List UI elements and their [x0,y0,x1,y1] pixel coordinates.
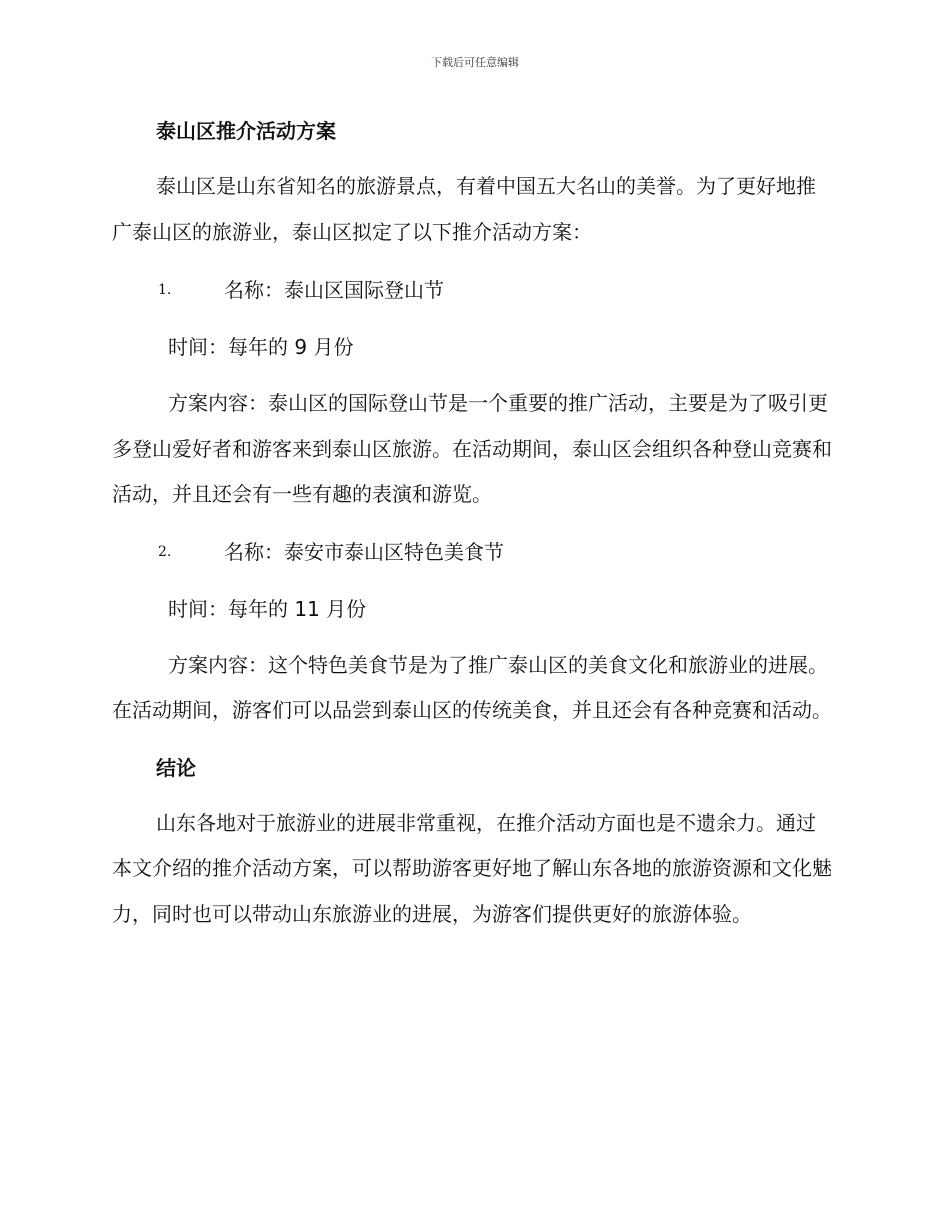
intro-paragraph: 泰山区是山东省知名的旅游景点，有着中国五大名山的美誉。为了更好地推广泰山区的旅游业，泰山区拟定了以下推介活动方案： [112,174,816,244]
list-item-content: 方案内容：泰山区的国际登山节是一个重要的推广活动，主要是为了吸引更多登山爱好者和游客来到泰山区旅游。在活动期间，泰山区会组织各种登山竞赛和活动，并且还会有一些有趣的表演和游览。 [112,391,832,506]
list-item [112,529,832,575]
list-item-name: 名称：泰安市泰山区特色美食节 [224,539,504,564]
page-header: 下载后可任意编辑 [431,56,519,69]
document-title: 泰山区推介活动方案 [156,119,336,143]
conclusion-heading: 结论 [156,755,196,780]
list-item-number: 1. [158,282,172,298]
document-body [112,108,832,949]
list-item-time: 时间：每年的 9 月份 [168,335,354,359]
list-item-number: 2. [158,543,172,560]
list-item [112,267,832,313]
conclusion-paragraph: 山东各地对于旅游业的进展非常重视，在推介活动方面也是不遗余力。通过本文介绍的推介活动方案，可以帮助游客更好地了解山东各地的旅游资源和文化魅力，同时也可以带动山东旅游业的进展，为游客们提供更好的旅游体验。 [112,810,832,926]
list-item-name: 名称：泰山区国际登山节 [224,278,444,302]
list-item-time: 时间：每年的 11 月份 [168,596,367,621]
list-item-content: 方案内容：这个特色美食节是为了推广泰山区的美食文化和旅游业的进展。在活动期间，游客们可以品尝到泰山区的传统美食，并且还会有各种竞赛和活动。 [112,652,832,722]
